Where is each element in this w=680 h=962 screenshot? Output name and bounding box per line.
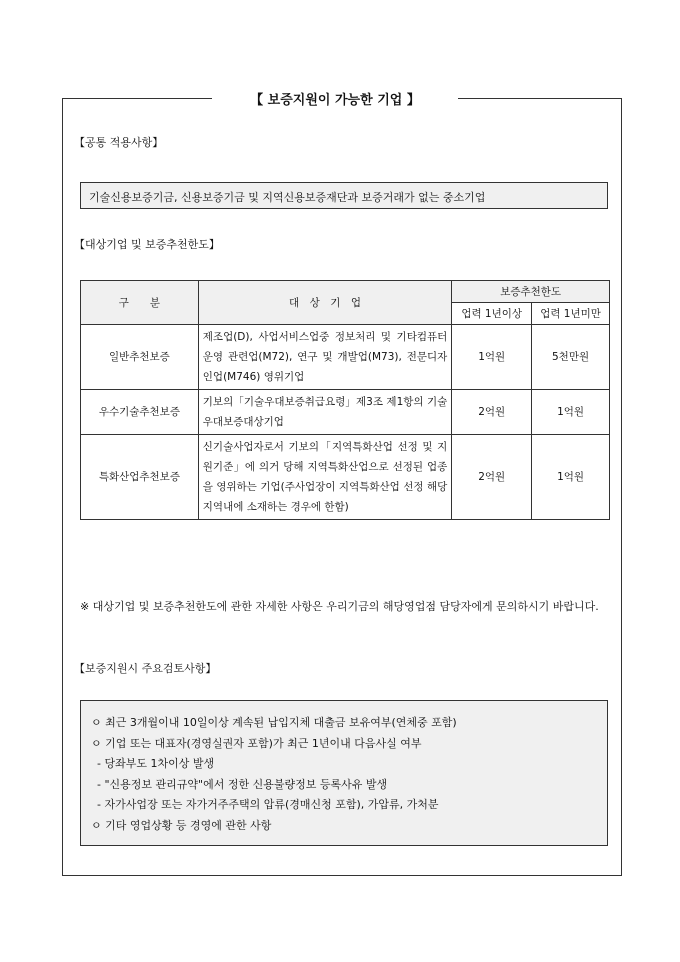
frame-top-line-right bbox=[458, 98, 622, 99]
row-under-1-year: 1억원 bbox=[532, 390, 610, 435]
review-item: ㅇ 기업 또는 대표자(경영실권자 포함)가 최근 1년이내 다음사실 여부 bbox=[91, 736, 422, 750]
row-target: 신기술사업자로서 기보의「지역특화산업 선정 및 지원기준」에 의거 당해 지역특화산업으로 선정된 업종을 영위하는 기업(주사업장이 지역특화산업 선정 해당지역내에 소재하는 경우에 한함) bbox=[198, 435, 451, 520]
row-category: 특화산업추천보증 bbox=[81, 435, 199, 520]
review-item: ㅇ 기타 영업상황 등 경영에 관한 사항 bbox=[91, 818, 272, 832]
row-category: 우수기술추천보증 bbox=[81, 390, 199, 435]
header-over-1-year: 업력 1년이상 bbox=[452, 303, 532, 325]
table-row bbox=[81, 325, 610, 390]
common-section-heading: 【공통 적용사항】 bbox=[74, 136, 164, 149]
review-section-heading: 【보증지원시 주요검토사항】 bbox=[74, 662, 217, 675]
review-sub-item: - 당좌부도 1차이상 발생 bbox=[97, 757, 215, 770]
review-items-box bbox=[80, 700, 608, 846]
guarantee-limit-table bbox=[80, 280, 610, 520]
header-limit: 보증추천한도 bbox=[452, 281, 610, 303]
row-target: 기보의「기술우대보증취급요령」제3조 제1항의 기술우대보증대상기업 bbox=[198, 390, 451, 435]
header-under-1-year: 업력 1년미만 bbox=[532, 303, 610, 325]
row-category: 일반추천보증 bbox=[81, 325, 199, 390]
row-under-1-year: 5천만원 bbox=[532, 325, 610, 390]
common-requirement-text: 기술신용보증기금, 신용보증기금 및 지역신용보증재단과 보증거래가 없는 중소기업 bbox=[89, 191, 486, 204]
row-over-1-year: 2억원 bbox=[452, 390, 532, 435]
review-item: ㅇ 최근 3개월이내 10일이상 계속된 납입지체 대출금 보유여부(연체중 포함) bbox=[91, 716, 457, 729]
main-title: 【 보증지원이 가능한 기업 】 bbox=[250, 93, 420, 108]
row-over-1-year: 2억원 bbox=[452, 435, 532, 520]
review-sub-item: - "신용정보 관리규약"에서 정한 신용불량정보 등록사유 발생 bbox=[97, 777, 388, 791]
table-row bbox=[81, 390, 610, 435]
header-category: 구 분 bbox=[81, 281, 199, 325]
target-section-heading: 【대상기업 및 보증추천한도】 bbox=[74, 238, 220, 251]
review-sub-item: - 자가사업장 또는 자가거주주택의 압류(경매신청 포함), 가압류, 가처분 bbox=[97, 798, 439, 811]
frame-top-line-left bbox=[62, 98, 212, 99]
table-row bbox=[81, 435, 610, 520]
common-requirement-box bbox=[80, 182, 608, 209]
row-under-1-year: 1억원 bbox=[532, 435, 610, 520]
row-target: 제조업(D), 사업서비스업중 정보처리 및 기타컴퓨터운영 관련업(M72), 연구 및 개발업(M73), 전문디자인업(M746) 영위기업 bbox=[198, 325, 451, 390]
header-target: 대 상 기 업 bbox=[198, 281, 451, 325]
row-over-1-year: 1억원 bbox=[452, 325, 532, 390]
inquiry-note: ※ 대상기업 및 보증추천한도에 관한 자세한 사항은 우리기금의 해당영업점 담당자에게 문의하시기 바랍니다. bbox=[80, 600, 599, 613]
